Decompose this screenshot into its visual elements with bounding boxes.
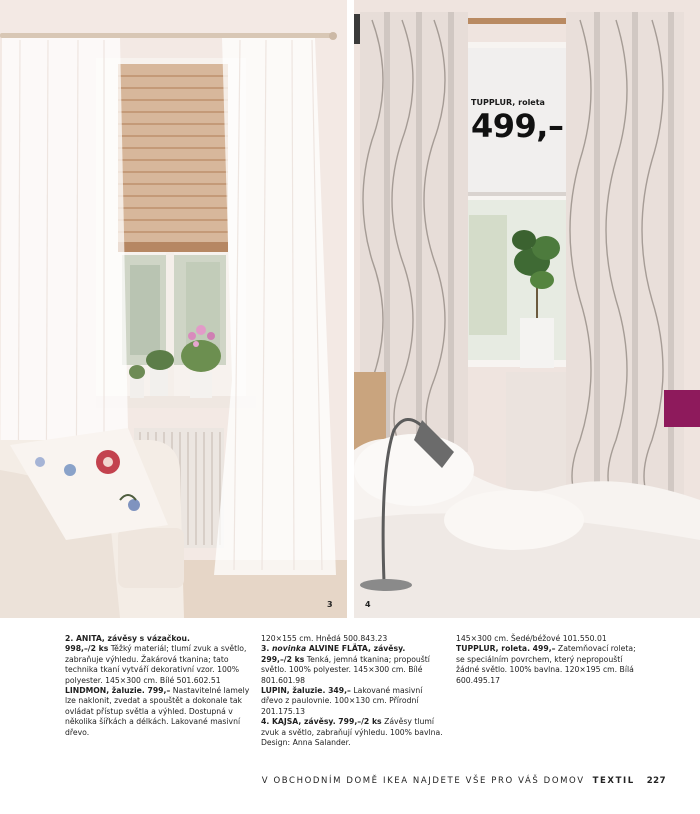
product-price: 998,–/2 ks xyxy=(65,644,109,654)
product-entry xyxy=(65,686,250,738)
product-price: 299,–/2 ks xyxy=(261,654,305,664)
product-entry xyxy=(261,644,446,654)
novinka-badge: novinka xyxy=(271,644,307,654)
price-tag-name: TUPPLUR, roleta xyxy=(471,98,545,107)
footer-tagline: V OBCHODNÍM DOMĚ IKEA NAJDETE VŠE PRO VÁŠ DOMOV xyxy=(261,776,585,786)
product-description: Závěsy tlumí zvuk a světlo, zabraňují výhledu. 100% bavlna. Design: Anna Salander. xyxy=(261,717,443,748)
page-footer xyxy=(262,776,666,786)
footer-section: TEXTIL xyxy=(592,776,635,786)
price-tag xyxy=(471,98,563,144)
product-entry xyxy=(261,686,446,717)
product-description: 120×155 cm. Hnědá 500.843.23 xyxy=(261,634,388,643)
product-entry xyxy=(65,634,250,644)
section-accent-tab xyxy=(664,390,700,427)
product-entry xyxy=(261,717,446,748)
product-description: Lakované masivní dřevo z paulovnie. 100×130 cm. Přírodní 201.175.13 xyxy=(261,686,423,716)
photo-living-room xyxy=(0,0,347,618)
product-heading: LINDMON, žaluzie. 799,– xyxy=(65,686,171,696)
product-number: 3. xyxy=(261,644,272,654)
bedroom-illustration xyxy=(354,0,700,618)
price-tag-price: 499,– xyxy=(471,107,564,145)
product-heading: LUPIN, žaluzie. 349,– xyxy=(261,686,351,696)
product-entry xyxy=(456,644,646,686)
page-number: 227 xyxy=(646,776,666,786)
product-entry xyxy=(261,655,446,686)
product-heading: 4. KAJSA, závěsy. 799,–/2 ks xyxy=(261,717,382,727)
product-entry xyxy=(65,644,250,686)
photo-number-left: 3 xyxy=(327,600,333,609)
product-description: Zatemňovací roleta; se speciálním povrchem, který nepropouští žádné světlo. 100% bavlna. 120×195 cm. Bílá 600.495.17 xyxy=(456,644,636,685)
product-heading: 2. ANITA, závěsy s vázačkou. xyxy=(65,634,190,643)
product-heading: ALVINE FLÄTA, závěsy. xyxy=(306,644,406,654)
photo-number-right: 4 xyxy=(365,600,371,609)
product-heading: TUPPLUR, roleta. 499,– xyxy=(456,644,556,654)
text-column-1 xyxy=(65,634,250,738)
text-column-3 xyxy=(456,634,646,686)
photo-bedroom xyxy=(354,0,700,618)
text-column-2 xyxy=(261,634,446,748)
product-description: Těžký materiál; tlumí zvuk a světlo, zabraňuje výhledu. Žakárová tkanina; tato technika tkaní vytváří dekorativní vzor. 100% polyester. 145×300 cm. Bílé 501.602.51 xyxy=(65,644,247,685)
product-description: Tenká, jemná tkanina; propouští světlo. 100% polyester. 145×300 cm. Bílé 801.601.98 xyxy=(261,654,430,685)
product-entry xyxy=(261,634,446,644)
product-description: 145×300 cm. Šedé/béžové 101.550.01 xyxy=(456,634,607,643)
living-room-illustration xyxy=(0,0,347,618)
product-description: Nastavitelné lamely lze naklonit, zvedat a spouštět a dokonale tak ovládat přístup světla a výhled. Dostupná v několika šířkách a délkách. Lakované masivní dřevo. xyxy=(65,686,250,737)
product-entry xyxy=(456,634,646,644)
